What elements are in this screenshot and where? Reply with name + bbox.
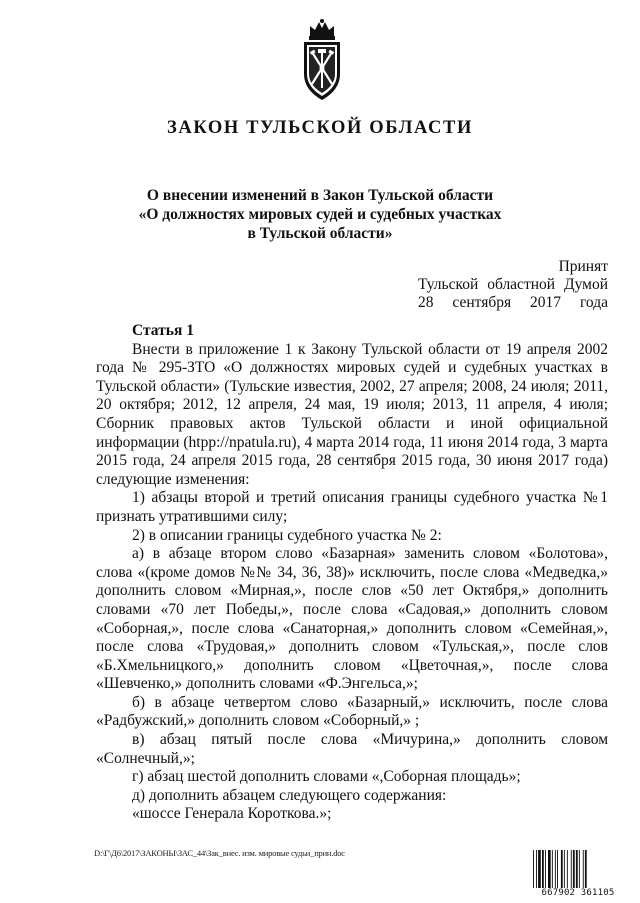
article-heading: Статья 1 <box>132 322 194 339</box>
article-paragraph: 2) в описании границы судебного участка № 2: <box>132 526 442 544</box>
barcode-number: 667902 361105 <box>541 888 615 898</box>
subtitle-line: «О должностях мировых судей и судебных участках <box>138 206 502 223</box>
article-paragraph: Внести в приложение 1 к Закону Тульской области от 19 апреля 2002 года № 295-ЗТО «О должностях мировых судей и судебных участках в Тульской области» (Тульские известия, 2002, 27 апреля; 2008, 24 июля; 2011, 20 октября; 2012, 12 апреля, 24 мая, 19 июля; 2013, 11 апреля, 4 июля; Сборник правовых актов Тульской области и иной официальной информации (htpp://npatula.ru), 4 марта 2014 года, 11 июня 2014 года, 3 марта 2015 года, 24 апреля 2015 года, 28 сентября 2015 года, 30 июня 2017 года) следующие изменения: <box>96 340 608 488</box>
law-title: ЗАКОН ТУЛЬСКОЙ ОБЛАСТИ <box>167 118 473 138</box>
subtitle-line: в Тульской области» <box>247 225 393 242</box>
law-subtitle <box>0 186 640 243</box>
article-paragraph: г) абзац шестой дополнить словами «,Соборная площадь»; <box>132 768 521 786</box>
subtitle-line: О внесении изменений в Закон Тульской области <box>146 187 494 204</box>
article-paragraph: а) в абзаце втором слово «Базарная» заменить словом «Болотова», слова «(кроме домов №№ 34, 36, 38)» исключить, после слова «Медведка,» дополнить словом «Мирная,», после слов «50 лет Октября,» дополнить словами «70 лет Победы,», после слова «Садовая,» дополнить словом «Соборная,», после слова «Санаторная,» дополнить словом «Семейная,», после слова «Трудовая,» дополнить словом «Тульская,», после слов «Б.Хмельницкого,» дополнить словом «Цветочная,», после слова «Шевченко,» дополнить словами «Ф.Энгельса,»; <box>96 545 608 693</box>
article-paragraph: «шоссе Генерала Короткова.»; <box>132 805 332 823</box>
article-paragraph: в) абзац пятый после слова «Мичурина,» дополнить словом «Солнечный,»; <box>96 731 608 767</box>
adopted-date: 28 сентября 2017 года <box>418 294 608 311</box>
article-paragraph: 1) абзацы второй и третий описания границы судебного участка №1 признать утратившими силу; <box>96 489 608 525</box>
adopted-label: Принят <box>558 258 608 275</box>
barcode-icon <box>532 850 622 888</box>
article-body <box>96 322 608 824</box>
adoption-block <box>418 258 608 312</box>
adopted-by: Тульской областной Думой <box>418 276 608 293</box>
article-paragraph: д) дополнить абзацем следующего содержания: <box>132 786 447 804</box>
file-path: D:\Г\Д6\2017\ЗАКОНЫ\ЗАС_44\Зак_внес. изм. мировые судьи_прин.doc <box>94 848 345 858</box>
article-paragraph: б) в абзаце четвертом слово «Базарный,» исключить, после слова «Радбужский,» дополнить словом «Соборный,» ; <box>96 693 608 730</box>
tula-coat-of-arms-icon <box>300 18 344 104</box>
